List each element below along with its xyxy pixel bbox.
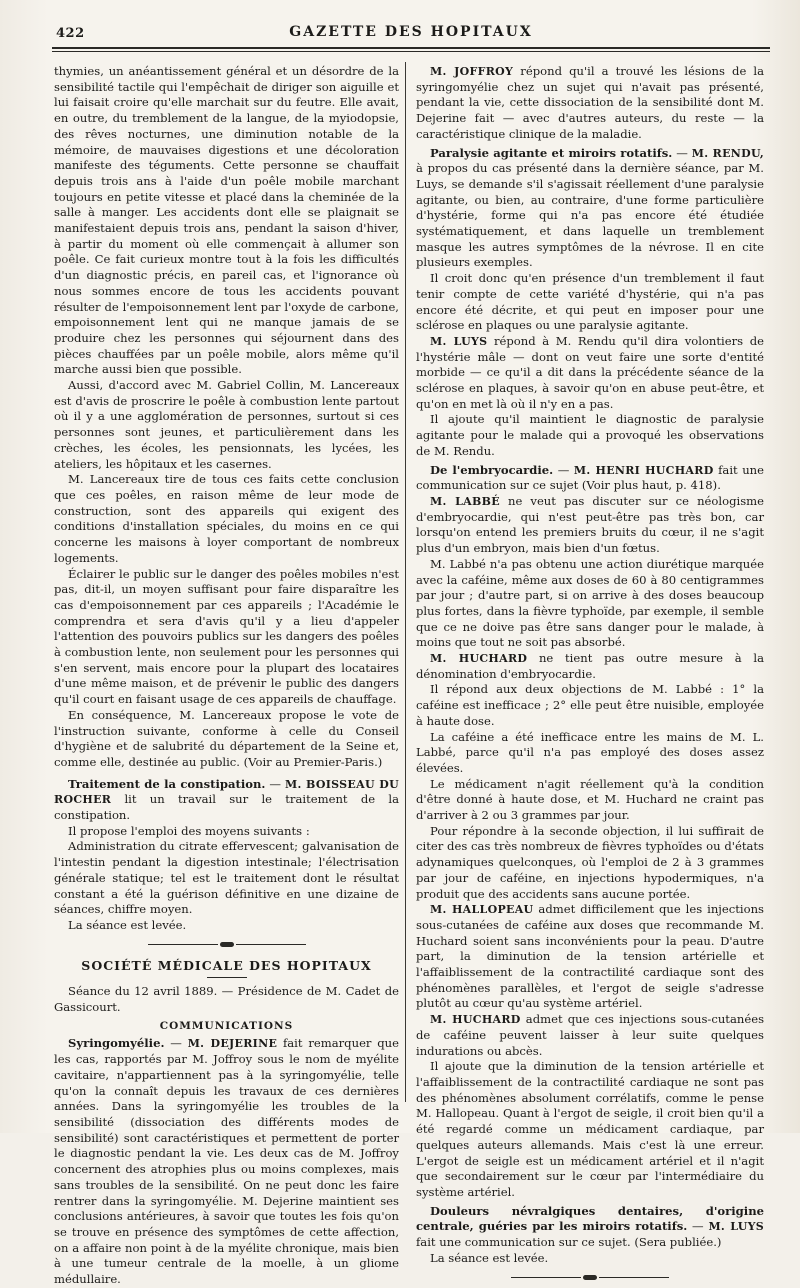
section-divider xyxy=(54,940,399,950)
section-divider xyxy=(416,1272,764,1282)
luys-paragraph xyxy=(416,334,764,413)
section-title: Paralysie agitante et miroirs rotatifs. xyxy=(430,145,673,160)
paragraph: Il répond aux deux objections de M. Labbé : 1° la caféine est inefficace ; 2° elle peut être nuisible, employée à haute dose. xyxy=(416,682,764,728)
communications-heading: COMMUNICATIONS xyxy=(159,1019,294,1032)
page-header xyxy=(52,18,770,44)
page-number: 422 xyxy=(56,26,85,41)
paragraph: La séance est levée. xyxy=(430,1250,549,1265)
syringomyelie-section: Syringomyélie. — M. DEJERINE fait remarquer que les cas, rapportés par M. Joffroy sous le nom de myélite cavitaire, n'appartiennent pas à la syringomyélie, telle qu'on la connaît depuis les travaux de ces dernières années. Dans la syringomyélie les troubles de la sensibilité (dissociation des différents modes de sensibilité) sont caractéristiques et permettent de porter le diagnostic pendant la vie. Les deux cas de M. Joffroy concernent des atrophies plus ou moins complexes, mais sans troubles de la sensibilité. On ne peut donc les faire rentrer dans la syringomyélie. M. Dejerine maintient ses conclusions antérieures, à savoir que toutes les fois qu'on se trouve en présence des symptômes de cette affection, on a affaire non point à de la myélite chronique, mais bien à une tumeur centrale de la moelle, à un gliome médullaire. xyxy=(54,1036,400,1287)
paragraph: M. Labbé n'a pas obtenu une action diurétique marquée avec la caféine, même aux doses de 60 à 80 centigrammes par jour ; d'autre part, si on arrive à des doses beaucoup plus fortes, dans la fièvre typhoïde, par exemple, il semble que ce ne doive pas être sans danger pour le malade, à moins que tout ne soit pas absorbé. xyxy=(416,556,764,650)
speaker-name: M. HENRI HUCHARD xyxy=(573,463,714,477)
section-text: lit un travail sur le traitement de la constipation. xyxy=(54,792,399,823)
hallopeau-paragraph xyxy=(416,902,764,1012)
paragraph: Il croit donc qu'en présence d'un tremblement il faut tenir compte de cette variété d'hystérie, qui n'a pas encore été décrite, et qui peut en imposer pour une sclérose en plaques ou une paralysie agitante. xyxy=(416,271,764,333)
huchard-paragraph xyxy=(416,651,764,682)
paragraph: M. Lancereaux tire de tous ces faits cette conclusion que ces poêles, en raison même de leur mode de construction, sont des appareils qui exigent des conditions d'installation spéciales, du moins en ce qui concerne les maisons à loyer comportant de nombreux logements. xyxy=(54,472,399,565)
section-text: répond à M. Rendu qu'il dira volontiers de l'hystérie mâle — dont on veut faire une sorte d'entité morbide — ce qu'il a dit dans la précédente séance de la sclérose en plaques, à savoir qu'on en abuse peut-être, et qu'on en met là où il n'y en a pas. xyxy=(416,333,764,411)
paragraph: La caféine a été inefficace entre les mains de M. L. Labbé, parce qu'il n'a pas employé des doses assez élevées. xyxy=(416,729,764,775)
right-column xyxy=(416,64,764,1288)
paragraph: En conséquence, M. Lancereaux propose le vote de l'instruction suivante, conforme à celle du Conseil d'hygiène et de salubrité du département de la Seine et, comme elle, destinée au public. (Voir au Premier-Paris.) xyxy=(54,707,399,769)
speaker-name: M. RENDU, xyxy=(691,146,764,160)
huchard-reply-paragraph xyxy=(416,1012,764,1059)
section-text: admet difficilement que les injections sous-cutanées de caféine aux doses que recommande M. Huchard soient sans inconvénients pour la peau. D'autre part, la diminution de la tension artérielle et l'affaiblissement de la contractilité cardiaque sont des phénomènes parallèles, et l'ergot de seigle s'adresse plutôt au cœur qu'au système artériel. xyxy=(416,902,764,1011)
speaker-name: M. LABBÉ xyxy=(430,494,500,508)
speaker-name: M. LUYS xyxy=(708,1220,764,1234)
labbe-paragraph xyxy=(416,494,764,557)
embryocardie-section: De l'embryocardie. — M. HENRI HUCHARD fait une communication sur ce sujet (Voir plus haut, p. 418). xyxy=(416,462,765,493)
header-rule-thick xyxy=(52,47,770,49)
speaker-name: M. JOFFROY xyxy=(430,65,514,78)
header-rule-thin xyxy=(52,51,770,52)
section-text: répond qu'il a trouvé les lésions de la syringomyélie chez un sujet qui n'avait pas présenté, pendant la vie, cette dissociation de la sensibilité dont M. Dejerine fait — avec d'autres auteurs, du reste — la caractéristique clinique de la maladie. xyxy=(416,64,765,141)
section-title: Syringomyélie. xyxy=(68,1036,165,1051)
section-title: Douleurs névralgiques dentaires, d'origine centrale, guéries par les miroirs rotatifs. xyxy=(416,1203,764,1234)
section-text: fait une communication sur ce sujet. (Sera publiée.) xyxy=(416,1235,722,1250)
speaker-name: M. DEJERINE xyxy=(187,1037,278,1051)
section-text: ne veut pas discuter sur ce néologisme d'embryocardie, qui n'est peut-être pas très bon, car lorsqu'on entend les premiers bruits du cœur, il ne s'agit plus d'un embryon, mais bien d'un fœtus. xyxy=(416,493,765,556)
speaker-name: M. HUCHARD xyxy=(430,1013,521,1027)
paragraph: Le médicament n'agit réellement qu'à la condition d'être donné à haute dose, et M. Huchard ne craint pas d'arriver à 2 ou 3 grammes par jour. xyxy=(416,776,764,823)
left-column xyxy=(54,64,399,1288)
paragraph: Éclairer le public sur le danger des poêles mobiles n'est pas, dit-il, un moyen suffisant pour faire disparaître les cas d'empoisonnement par ces appareils ; l'Académie le comprendra et sera d'avis qu'il y a lieu d'appeler l'attention des pouvoirs publics sur les dangers des poêles à combustion lente, non seulement pour les personnes qui s'en servent, mais encore pour la plupart des locataires d'une même maison, et de prévenir le public des dangers qu'il court en faisant usage de ces appareils de chauffage. xyxy=(54,566,399,707)
section-text: fait remarquer que les cas, rapportés par M. Joffroy sous le nom de myélite cavitaire, n'appartiennent pas à la syringomyélie, telle qu'on la connaît depuis les travaux de ces dernières années. Dans la syringomyélie les troubles de la sensibilité (dissociation des différents modes de sensibilité) sont caractéristiques et permettent de porter le diagnostic pendant la vie. Les deux cas de M. Joffroy concernent des atrophies plus ou moins complexes, mais sans troubles de la sensibilité. On ne peut donc les faire rentrer dans la syringomyélie. M. Dejerine maintient ses conclusions antérieures, à savoir que toutes les fois qu'on se trouve en présence des symptômes de cette affection, on a affaire non point à de la myélite chronique, mais bien à une tumeur centrale de la moelle, à un gliome médullaire. xyxy=(54,1036,400,1287)
column-divider xyxy=(405,62,406,1102)
section-text: fait une communication sur ce sujet (Voir plus haut, p. 418). xyxy=(416,462,765,493)
paragraph: Il ajoute qu'il maintient le diagnostic de paralysie agitante pour le malade qui a provoqué les observations de M. Rendu. xyxy=(416,412,764,458)
speaker-name: M. HUCHARD xyxy=(430,652,528,666)
section-text: admet que ces injections sous-cutanées de caféine peuvent laisser à leur suite quelques indurations ou abcès. xyxy=(416,1012,765,1058)
section-title: De l'embryocardie. xyxy=(430,462,554,477)
section-text: à propos du cas présenté dans la dernière séance, par M. Luys, se demande s'il s'agissait réellement d'une paralysie agitante, ou bien, au contraire, d'une forme particulière d'hystérie, forme qui n'a pas encore été étudiée systématiquement, et dans laquelle un tremblement masque les autres symptômes de la névrose. Il en cite plusieurs exemples. xyxy=(416,161,764,270)
paragraph: Aussi, d'accord avec M. Gabriel Collin, M. Lancereaux est d'avis de proscrire le poêle à combustion lente partout où il y a une agglomération de personnes, surtout si ces personnes sont jeunes, et particulièrement dans les crèches, les écoles, les pensionnats, les lycées, les ateliers, les hôpitaux et les casernes. xyxy=(54,378,399,471)
section-title: Traitement de la constipation. xyxy=(68,776,266,791)
seance-line: Séance du 12 avril 1889. — Présidence de M. Cadet de Gassicourt. xyxy=(54,984,399,1015)
paragraph: Administration du citrate effervescent; galvanisation de l'intestin pendant la digestion intestinale; l'électrisation générale statique; tel est le traitement dont le résultat constant a été la guérison définitive en une dizaine de séances, chiffre moyen. xyxy=(54,839,399,917)
running-title: GAZETTE DES HOPITAUX xyxy=(289,24,533,40)
speaker-name: M. LUYS xyxy=(430,334,488,348)
short-rule xyxy=(207,977,247,978)
paragraph: Il ajoute que la diminution de la tension artérielle et l'affaiblissement de la contractilité cardiaque ne sont pas des phénomènes absolument corrélatifs, comme le pense M. Hallopeau. Quant à l'ergot de seigle, il croit bien qu'il a été regardé comme un médicament cardiaque, par quelques auteurs allemands. Mais c'est là une erreur. L'ergot de seigle est un médicament artériel et il n'agit que secondairement sur le cœur par l'intermédiaire du système artériel. xyxy=(416,1059,764,1199)
section-text: ne tient pas outre mesure à la dénomination d'embryocardie. xyxy=(416,651,765,681)
douleurs-section: Douleurs névralgiques dentaires, d'origine centrale, guéries par les miroirs rotatifs. — M. LUYS fait une communication sur ce sujet. (Sera publiée.) xyxy=(416,1203,764,1250)
traitement-section: Traitement de la constipation. — M. BOISSEAU DU ROCHER lit un travail sur le traitement de la constipation. xyxy=(54,776,399,823)
speaker-name: M. HALLOPEAU xyxy=(430,903,534,917)
speaker-name: M. BOISSEAU DU ROCHER xyxy=(54,777,399,807)
joffroy-paragraph xyxy=(416,64,764,143)
paragraph: La séance est levée. xyxy=(68,917,187,932)
paragraph: Il propose l'emploi des moyens suivants : xyxy=(68,823,310,838)
society-heading: SOCIÉTÉ MÉDICALE DES HOPITAUX xyxy=(81,957,372,973)
paragraph: Pour répondre à la seconde objection, il lui suffirait de citer des cas très nombreux de fièvres typhoïdes ou d'états adynamiques quelconques, où l'emploi de 2 à 3 grammes par jour de caféine, en injections hypodermiques, n'a produit que des accidents sans aucune portée. xyxy=(416,823,764,901)
paragraph: thymies, un anéantissement général et un désordre de la sensibilité tactile qui l'empêchait de diriger son aiguille et lui faisait croire qu'elle marchait sur du feutre. Elle avait, en outre, du tremblement de la langue, de la myiodopsie, des rêves nocturnes, une diminution notable de la mémoire, de mauvaises digestions et une décoloration manifeste des téguments. Cette personne se chauffait depuis trois ans à l'aide d'un poêle mobile marchant toujours en petite vitesse et placé dans la cheminée de la salle à manger. Les accidents dont elle se plaignait se manifestaient depuis trois ans, pendant la saison d'hiver, à partir du moment où elle commençait à allumer son poêle. Ce fait curieux montre tout à la fois les difficultés d'un diagnostic précis, en pareil cas, et l'ignorance où nous sommes encore de tous les accidents pouvant résulter de l'empoisonnement lent par l'oxyde de carbone, empoisonnement lent qui ne manque jamais de se produire chez les personnes qui séjournent dans des pièces chauffées par un poêle mobile, alors même qu'il marche aussi bien que possible. xyxy=(54,64,399,377)
paralysie-section: Paralysie agitante et miroirs rotatifs. — M. RENDU, à propos du cas présenté dans la dernière séance, par M. Luys, se demande s'il s'agissait réellement d'une paralysie agitante, ou bien, au contraire, d'une forme particulière d'hystérie, forme qui n'a pas encore été étudiée systématiquement, et dans laquelle un tremblement masque les autres symptômes de la névrose. Il en cite plusieurs exemples. xyxy=(416,145,764,270)
